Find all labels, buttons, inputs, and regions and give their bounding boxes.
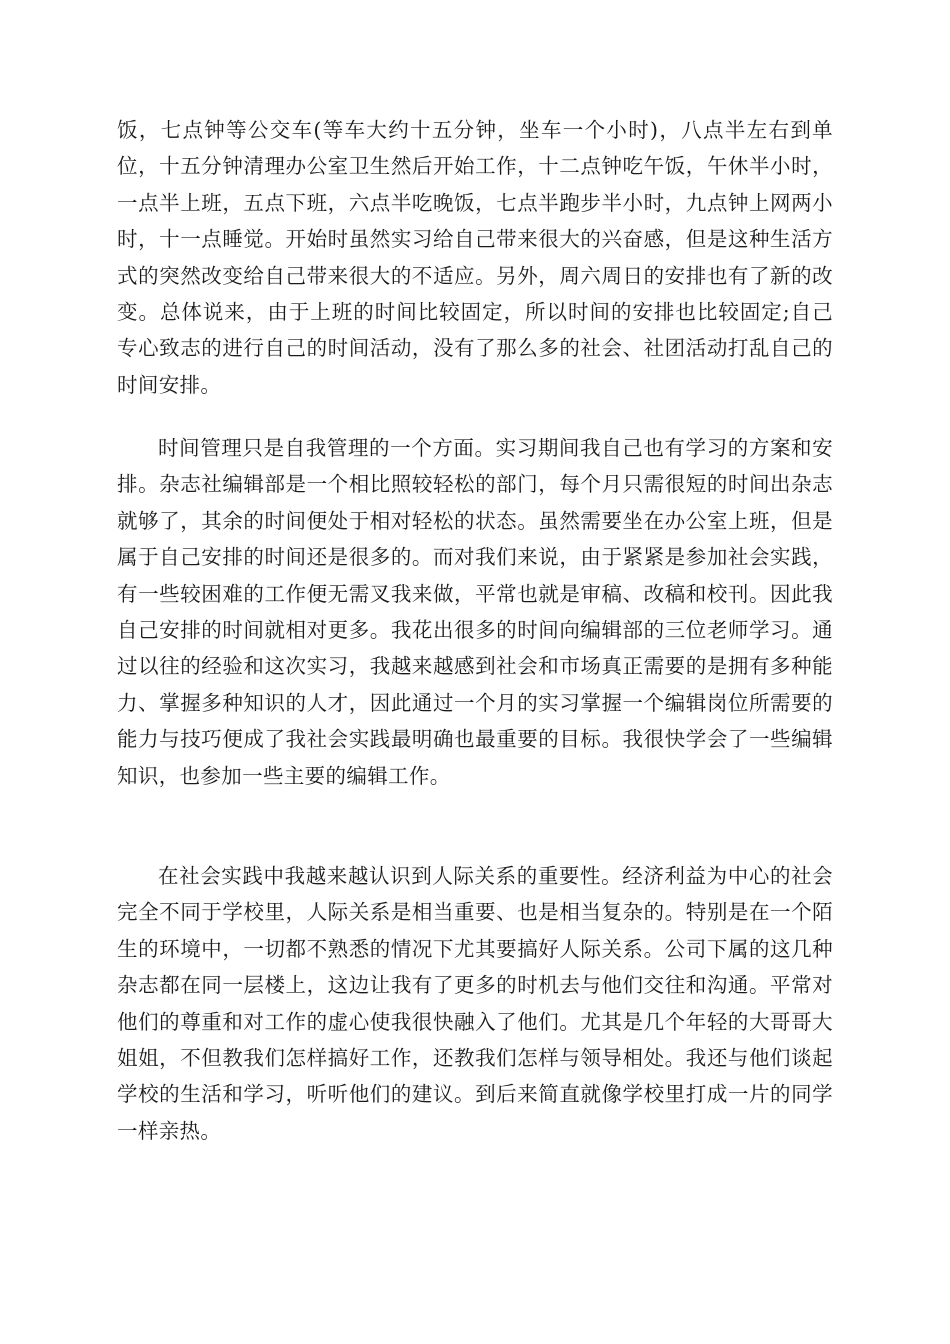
paragraph-time-management	[117, 430, 833, 794]
paragraph-text: 时间管理只是自我管理的一个方面。实习期间我自己也有学习的方案和安排。杂志社编辑部是一个相比照较轻松的部门，每个月只需很短的时间出杂志就够了，其余的时间便处于相对轻松的状态。虽然需要坐在办公室上班，但是属于自己安排的时间还是很多的。而对我们来说，由于紧紧是参加社会实践，有一些较困难的工作便无需叉我来做，平常也就是审稿、改稿和校刊。因此我自己安排的时间就相对更多。我花出很多的时间向编辑部的三位老师学习。通过以往的经验和这次实习，我越来越感到社会和市场真正需要的是拥有多种能力、掌握多种知识的人才，因此通过一个月的实习掌握一个编辑岗位所需要的能力与技巧便成了我社会实践最明确也最重要的目标。我很快学会了一些编辑知识，也参加一些主要的编辑工作。	[117, 436, 833, 788]
paragraph-text: 饭，七点钟等公交车(等车大约十五分钟，坐车一个小时)，八点半左右到单位，十五分钟清理办公室卫生然后开始工作，十二点钟吃午饭，午休半小时，一点半上班，五点下班，六点半吃晚饭，七点半跑步半小时，九点钟上网两小时，十一点睡觉。开始时虽然实习给自己带来很大的兴奋感，但是这种生活方式的突然改变给自己带来很大的不适应。另外，周六周日的安排也有了新的改变。总体说来，由于上班的时间比较固定，所以时间的安排也比较固定;自己专心致志的进行自己的时间活动，没有了那么多的社会、社团活动打乱自己的时间安排。	[117, 118, 833, 397]
paragraph-relationships	[117, 858, 833, 1149]
paragraph-continued	[117, 112, 833, 403]
paragraph-text: 在社会实践中我越来越认识到人际关系的重要性。经济利益为中心的社会完全不同于学校里，人际关系是相当重要、也是相当复杂的。特别是在一个陌生的环境中，一切都不熟悉的情况下尤其要搞好人际关系。公司下属的这几种杂志都在同一层楼上，这边让我有了更多的时机去与他们交往和沟通。平常对他们的尊重和对工作的虚心使我很快融入了他们。尤其是几个年轻的大哥哥大姐姐，不但教我们怎样搞好工作，还教我们怎样与领导相处。我还与他们谈起学校的生活和学习，听听他们的建议。到后来简直就像学校里打成一片的同学一样亲热。	[117, 864, 833, 1143]
